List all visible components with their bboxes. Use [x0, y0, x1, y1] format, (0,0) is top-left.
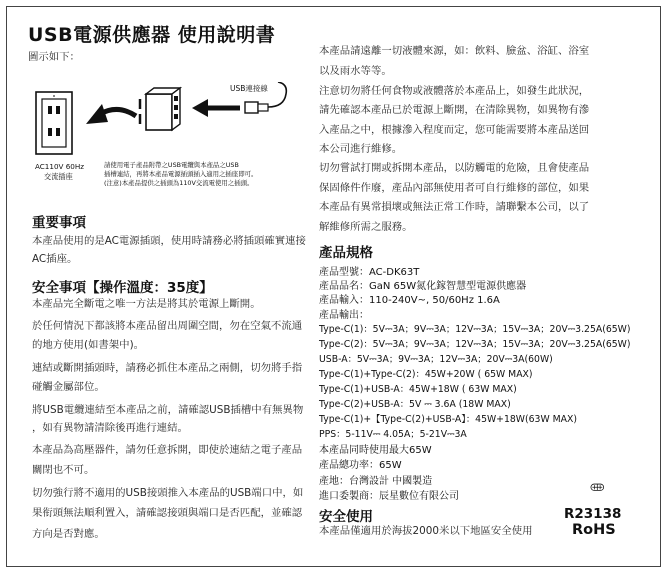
- spec-line: Type-C(1)+【Type-C(2)+USB-A】：45W+18W(63W MAX): [319, 414, 577, 425]
- certification-marks: [562, 483, 634, 507]
- important-text-line: AC插座。: [32, 253, 78, 265]
- safety-text-line: 本產品為高壓器件，請勿任意拆開，即使於連結之電子產品: [32, 444, 303, 456]
- spec-line: 本產品同時使用最大65W: [319, 445, 432, 456]
- spec-line: Type-C(1)+USB-A：45W+18W ( 63W MAX): [319, 384, 517, 395]
- right-text-line: 本產品有異常損壞或無法正常工作時，請聯繫本公司，以了: [319, 201, 590, 213]
- safety-text-line: 果衔頭無法順利置入，請確認接頭與端口是否匹配，並確認: [32, 507, 303, 519]
- spec-line: Type-C(1)：5V⎓3A；9V⎓3A；12V⎓3A；15V⎓3A；20V⎓3.25A(65W): [319, 324, 631, 335]
- spec-line: 產品輸出：: [319, 310, 369, 321]
- important-heading: 重要事項: [32, 215, 86, 231]
- spec-line: Type-C(1)+Type-C(2)：45W+20W ( 65W MAX): [319, 369, 533, 380]
- curved-arrow-icon: [86, 104, 136, 124]
- spec-line: USB-A：5V⎓3A；9V⎓3A；12V⎓3A；20V⎓3A(60W): [319, 354, 553, 365]
- cable-label: USB連接線: [230, 84, 268, 93]
- spec-line: Type-C(2)：5V⎓3A；9V⎓3A；12V⎓3A；15V⎓3A；20V⎓3.25A(65W): [319, 339, 631, 350]
- spec-line: 進口委製商：辰星數位有限公司: [319, 491, 459, 502]
- illustration-caption-line: 請使用電子產品附帶之USB電纜與本產品之USB: [104, 161, 239, 169]
- right-text-line: 解維修所需之服務。: [319, 221, 413, 233]
- spec-line: 產品總功率：65W: [319, 460, 402, 471]
- spec-line: 產地：台灣設計 中國製造: [319, 476, 433, 487]
- outlet-label-voltage: AC110V 60Hz: [35, 162, 85, 171]
- safety-text-line: 於任何情況下都該將本產品留出周圍空間，勿在空氣不流通: [32, 320, 303, 332]
- safety-text-line: 將USB電纜連結至本產品之前，請確認USB插槽中有無異物: [32, 404, 304, 416]
- safety-text-line: 碰觸金屬部位。: [32, 381, 105, 393]
- safety-text-line: 方向是否對應。: [32, 528, 105, 540]
- spec-line: 產品輸入：110-240V~, 50/60Hz 1.6A: [319, 295, 500, 306]
- rohs-mark: RoHS: [572, 522, 616, 538]
- safety-text-line: 切勿強行將不適用的USB接頭推入本產品的USB端口中，如: [32, 487, 304, 499]
- right-text-line: 入產品之中，根據滲入程度而定，您可能需要將本產品送回: [319, 124, 590, 136]
- power-adapter-icon: [140, 88, 180, 130]
- safety-text-line: 關閉也不可。: [32, 464, 95, 476]
- safety-heading: 安全事項【操作溫度：35度】: [32, 280, 213, 296]
- right-text-line: 以及雨水等等。: [319, 65, 392, 77]
- page-title: USB電源供應器 使用說明書: [28, 24, 276, 46]
- spec-line: 產品型號：AC-DK63T: [319, 267, 420, 278]
- illustration-caption-line: (注意)本產品提供之插頭為110V交流電使用之插頭。: [104, 179, 254, 187]
- specs-heading: 產品規格: [319, 245, 373, 261]
- outlet-label-ac: 交流插座: [44, 172, 73, 181]
- bsmi-code: R23138: [564, 506, 622, 522]
- important-text-line: 本產品使用的是AC電源插頭，使用時請務必將插頭確實連接: [32, 235, 306, 247]
- wall-outlet-icon: [36, 92, 72, 154]
- safety-text-line: 本產品完全斷電之唯一方法是將其於電源上斷開。: [32, 298, 261, 310]
- illustration-intro: 圖示如下：: [28, 51, 80, 63]
- straight-arrow-icon: [192, 99, 240, 117]
- safety-text-line: ，如有異物請清除後再進行連結。: [32, 422, 188, 434]
- spec-line: 產品品名：GaN 65W氮化鎵智慧型電源供應器: [319, 281, 527, 292]
- safe-use-text: 本產品僅適用於海拔2000米以下地區安全使用: [319, 525, 533, 537]
- right-text-line: 請先確認本產品已於電源上斷開，在清除異物，如異物有滲: [319, 104, 590, 116]
- spec-line: PPS：5-11V⎓ 4.05A；5-21V⎓3A: [319, 429, 467, 440]
- right-text-line: 本公司進行維修。: [319, 143, 403, 155]
- right-text-line: 注意切勿將任何食物或液體落於本產品上，如發生此狀況，: [319, 85, 590, 97]
- safety-text-line: 連結或斷開插頭時，請務必抓住本產品之兩側，切勿將手指: [32, 362, 303, 374]
- right-text-line: 本產品請遠離一切液體來源，如：飲料、臉盆、浴缸、浴室: [319, 45, 590, 57]
- bsmi-logo-icon: [591, 484, 604, 490]
- safety-text-line: 的地方使用(如書架中)。: [32, 339, 145, 351]
- right-text-line: 切勿嘗試打開或拆開本產品，以防觸電的危險，且會使產品: [319, 162, 590, 174]
- right-text-line: 保固條件作廢，產品內部無使用者可自行維修的部位，如果: [319, 182, 590, 194]
- illustration-caption-line: 插槽連結，再將本產品電源插頭插入適用之插座即可。: [104, 170, 258, 178]
- safe-use-heading: 安全使用: [319, 509, 373, 525]
- spec-line: Type-C(2)+USB-A：5V ⎓ 3.6A (18W MAX): [319, 399, 511, 410]
